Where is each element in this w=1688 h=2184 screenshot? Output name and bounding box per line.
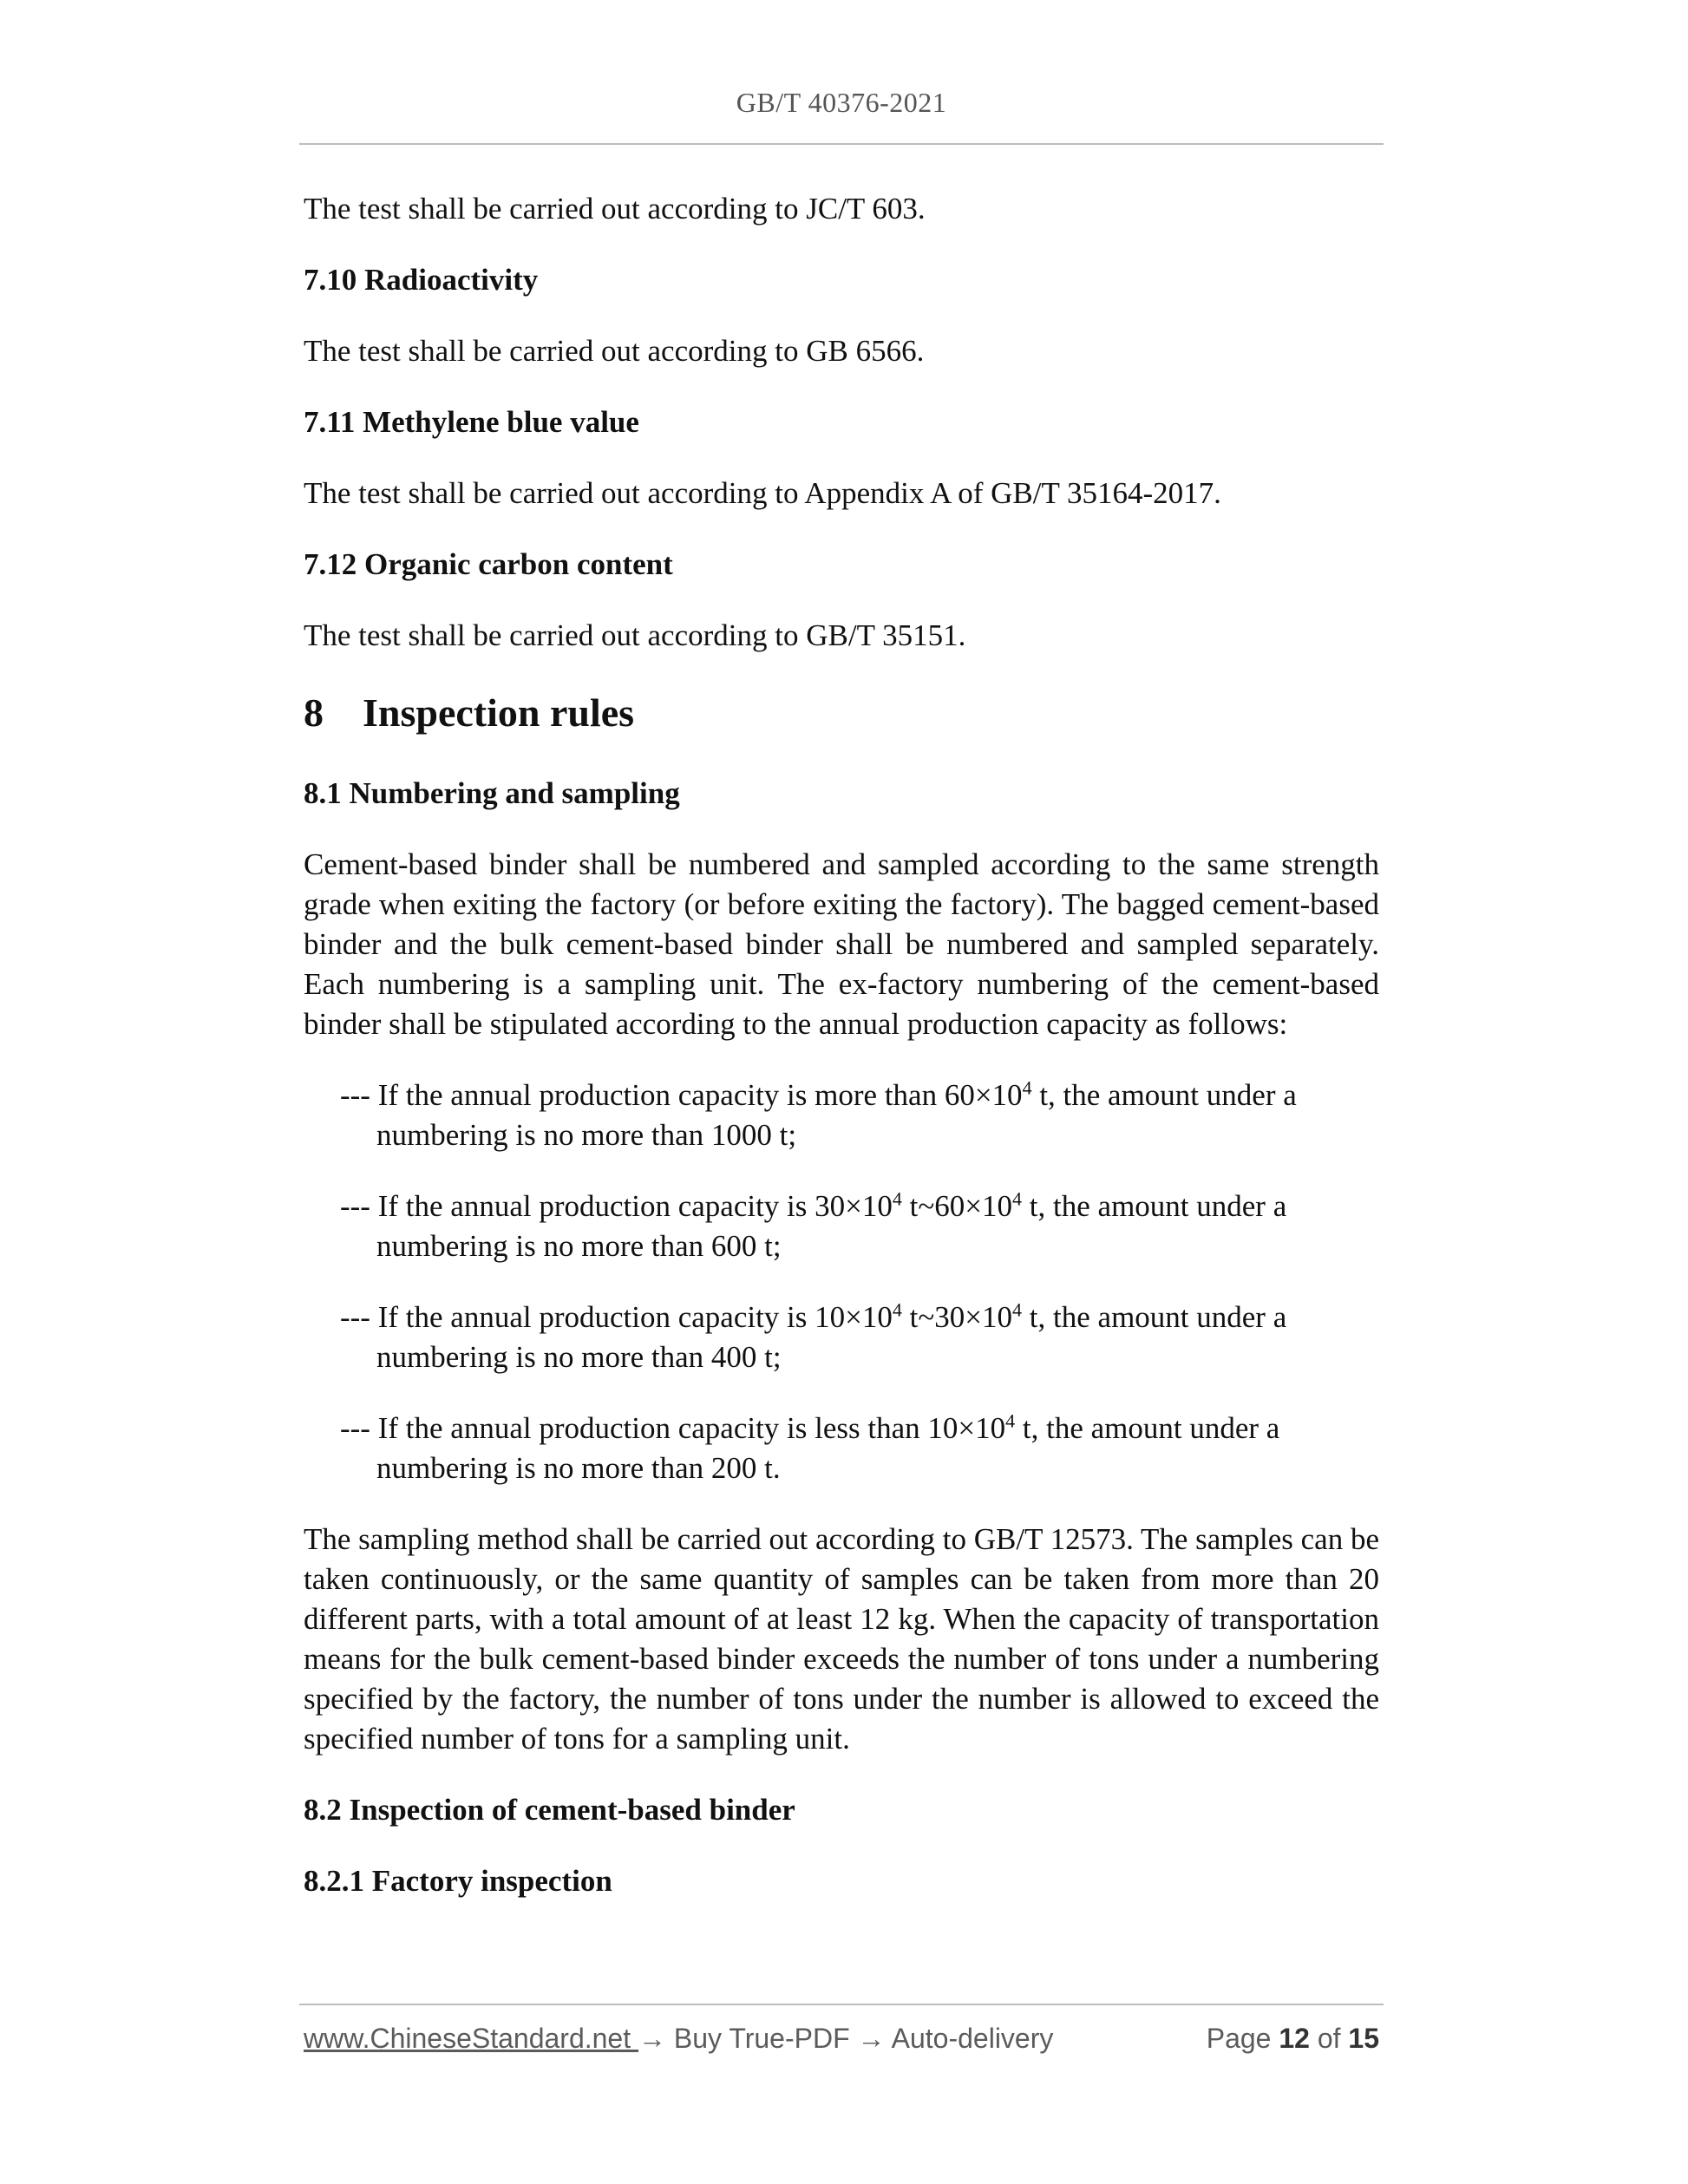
page-indicator: Page 12 of 15	[1206, 2023, 1379, 2054]
heading-7-11: 7.11 Methylene blue value	[304, 405, 639, 439]
page-footer	[304, 2023, 1379, 2066]
heading-7-10: 7.10 Radioactivity	[304, 263, 539, 297]
section-number: 8	[304, 690, 324, 735]
buy-true-pdf-text: Buy True-PDF	[666, 2023, 858, 2054]
heading-7-12: 7.12 Organic carbon content	[304, 547, 673, 581]
page-header: GB/T 40376-2021	[736, 87, 947, 118]
heading-8-2-1: 8.2.1 Factory inspection	[304, 1864, 612, 1898]
footer-links	[304, 2023, 1053, 2055]
heading-8-1: 8.1 Numbering and sampling	[304, 776, 680, 810]
list-item: --- If the annual production capacity is more than $60\times 10^4$ t, the amount under a numbering is no more than 1000 t;	[340, 1076, 1297, 1152]
paragraph-35151: The test shall be carried out according to GB/T 35151.	[304, 618, 966, 652]
paragraph-gb6566: The test shall be carried out according to GB 6566.	[304, 334, 925, 368]
arrow-right-icon: →	[857, 2023, 886, 2054]
chinesestandard-link[interactable]: www.ChineseStandard.net	[304, 2023, 638, 2054]
auto-delivery-text: Auto-delivery	[885, 2023, 1054, 2054]
current-page-number: 12	[1279, 2023, 1310, 2054]
paragraph-appendix: The test shall be carried out according to Appendix A of GB/T 35164-2017.	[304, 476, 1221, 510]
section-title: Inspection rules	[363, 690, 635, 735]
heading-8-2: 8.2 Inspection of cement-based binder	[304, 1793, 795, 1827]
paragraph-sampling: The sampling method shall be carried out according to GB/T 12573. The samples can be taken continuously, or the same quantity of samples can be taken from more than 20 different parts, with a total amount of at least 12 kg. When the capacity of transportation means for the bulk cement-based binder exceeds the number of tons under a numbering specified by the factory, the number of tons under the number is allowed to exceed the specified number of tons for a sampling unit.	[304, 1522, 1379, 1756]
list-item: --- If the annual production capacity is $10\times 10^4$ $t\sim 30\times 10^4$ t, the amount under a numbering is no more than 400 t;	[340, 1298, 1287, 1374]
total-page-number: 15	[1348, 2023, 1379, 2054]
page-content	[304, 189, 1379, 1932]
arrow-right-icon: →	[638, 2023, 666, 2054]
paragraph-jct603: The test shall be carried out according to JC/T 603.	[304, 192, 926, 226]
paragraph-numbering: Cement-based binder shall be numbered and sampled according to the same strength grade when exiting the factory (or before exiting the factory). The bagged cement-based binder and the bulk cement-based binder shall be numbered and sampled separately. Each numbering is a sampling unit. The ex-factory numbering of the cement-based binder shall be stipulated according to the annual production capacity as follows:	[304, 847, 1379, 1041]
footer-divider	[299, 2004, 1384, 2005]
list-item: --- If the annual production capacity is less than $10\times 10^4$ t, the amount under a numbering is no more than 200 t.	[340, 1409, 1280, 1485]
header-divider	[299, 143, 1384, 145]
section-heading-8	[304, 687, 1379, 739]
list-item: --- If the annual production capacity is $30\times 10^4$ $t\sim 60\times 10^4$ t, the amount under a numbering is no more than 600 t;	[340, 1187, 1287, 1263]
